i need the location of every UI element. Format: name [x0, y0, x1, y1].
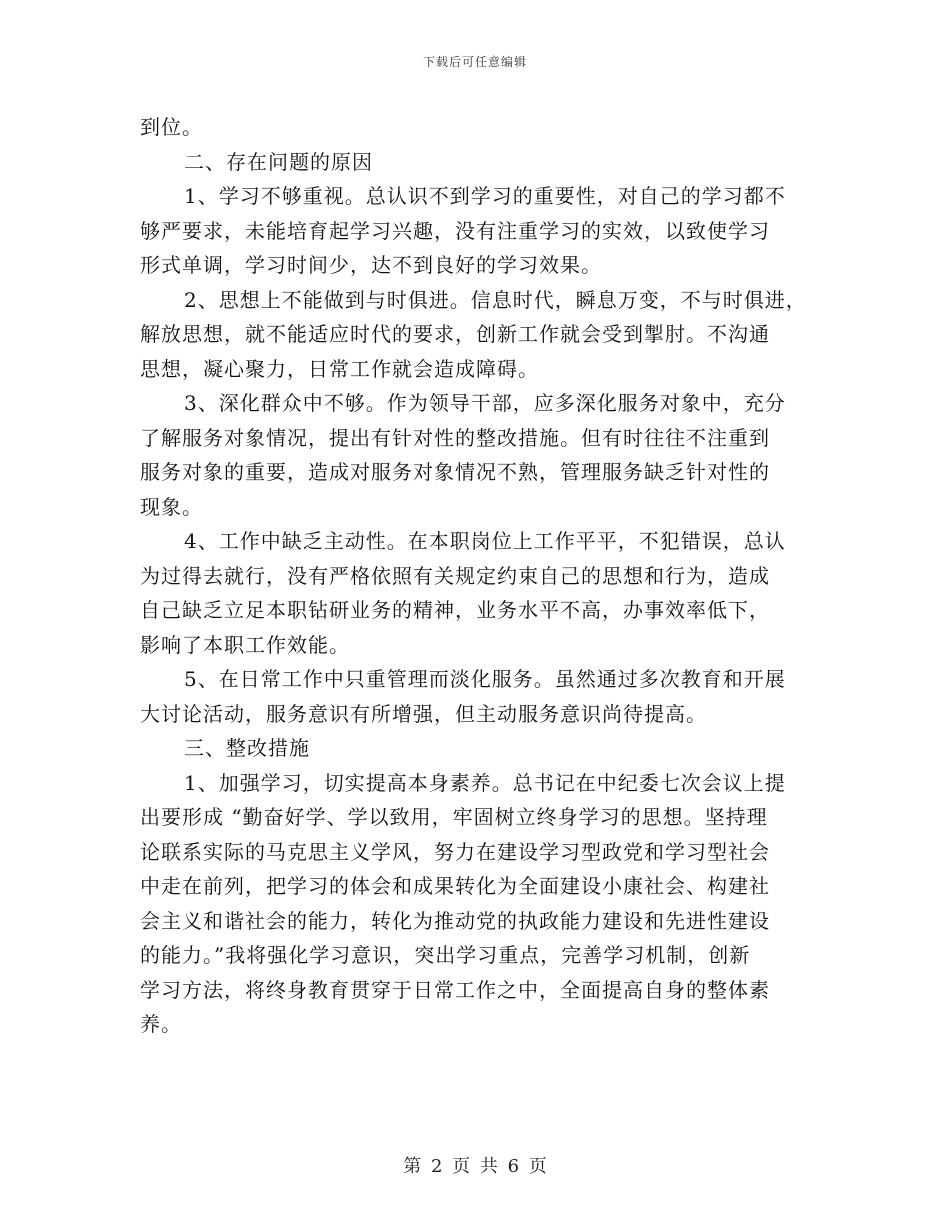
text-line: 1、加强学习，切实提高本身素养。总书记在中纪委七次会议上提 — [184, 770, 786, 795]
text-line: 够严要求，未能培育起学习兴趣，没有注重学习的实效，以致使学习 — [140, 218, 770, 243]
text-line: 解放思想，就不能适应时代的要求，创新工作就会受到掣肘。不沟通 — [140, 322, 770, 346]
text-line: 服务对象的重要，造成对服务对象情况不熟，管理服务缺乏针对性的 — [140, 460, 770, 484]
text-line: 3、深化群众中不够。作为领导干部，应多深化服务对象中，充分 — [184, 391, 786, 415]
text-line: 养。 — [140, 1012, 182, 1036]
text-line: 三、整改措施 — [184, 736, 310, 760]
text-line: 到位。 — [140, 115, 203, 139]
text-line: 中走在前列，把学习的体会和成果转化为全面建设小康社会、构建社 — [140, 874, 770, 898]
text-line: 二、存在问题的原因 — [184, 149, 373, 174]
text-line: 大讨论活动，服务意识有所增强，但主动服务意识尚待提高。 — [140, 701, 707, 726]
text-line: 了解服务对象情况，提出有针对性的整改措施。但有时往往不注重到 — [140, 425, 770, 450]
text-line: 论联系实际的马克思主义学风，努力在建设学习型政党和学习型社会 — [140, 839, 770, 864]
text-line: 影响了本职工作效能。 — [140, 632, 350, 657]
text-line: 的能力。”我将强化学习意识，突出学习重点，完善学习机制，创新 — [140, 943, 751, 967]
text-line: 出要形成 “勤奋好学、学以致用，牢固树立终身学习的思想。坚持理 — [140, 805, 768, 829]
page-header: 下载后可任意编辑 — [422, 55, 527, 69]
text-line: 现象。 — [140, 494, 203, 519]
text-line: 为过得去就行，没有严格依照有关规定约束自己的思想和行为，造成 — [140, 563, 770, 588]
document-body — [140, 110, 820, 1042]
text-line: 5、在日常工作中只重管理而淡化服务。虽然通过多次教育和开展 — [184, 667, 786, 691]
text-line: 2、思想上不能做到与时俱进。信息时代，瞬息万变，不与时俱进， — [184, 287, 807, 312]
text-line: 思想，凝心聚力，日常工作就会造成障碍。 — [140, 356, 539, 381]
text-line: 4、工作中缺乏主动性。在本职岗位上工作平平，不犯错误，总认 — [184, 529, 786, 553]
text-line: 形式单调，学习时间少，达不到良好的学习效果。 — [140, 253, 602, 277]
text-line: 自己缺乏立足本职钻研业务的精神，业务水平不高，办事效率低下， — [140, 598, 770, 622]
page-number: 第 2 页 共 6 页 — [403, 1156, 547, 1177]
text-line: 1、学习不够重视。总认识不到学习的重要性，对自己的学习都不 — [184, 184, 786, 208]
text-line: 会主义和谐社会的能力，转化为推动党的执政能力建设和先进性建设 — [140, 908, 770, 933]
text-line: 学习方法，将终身教育贯穿于日常工作之中，全面提高自身的整体素 — [140, 977, 770, 1002]
